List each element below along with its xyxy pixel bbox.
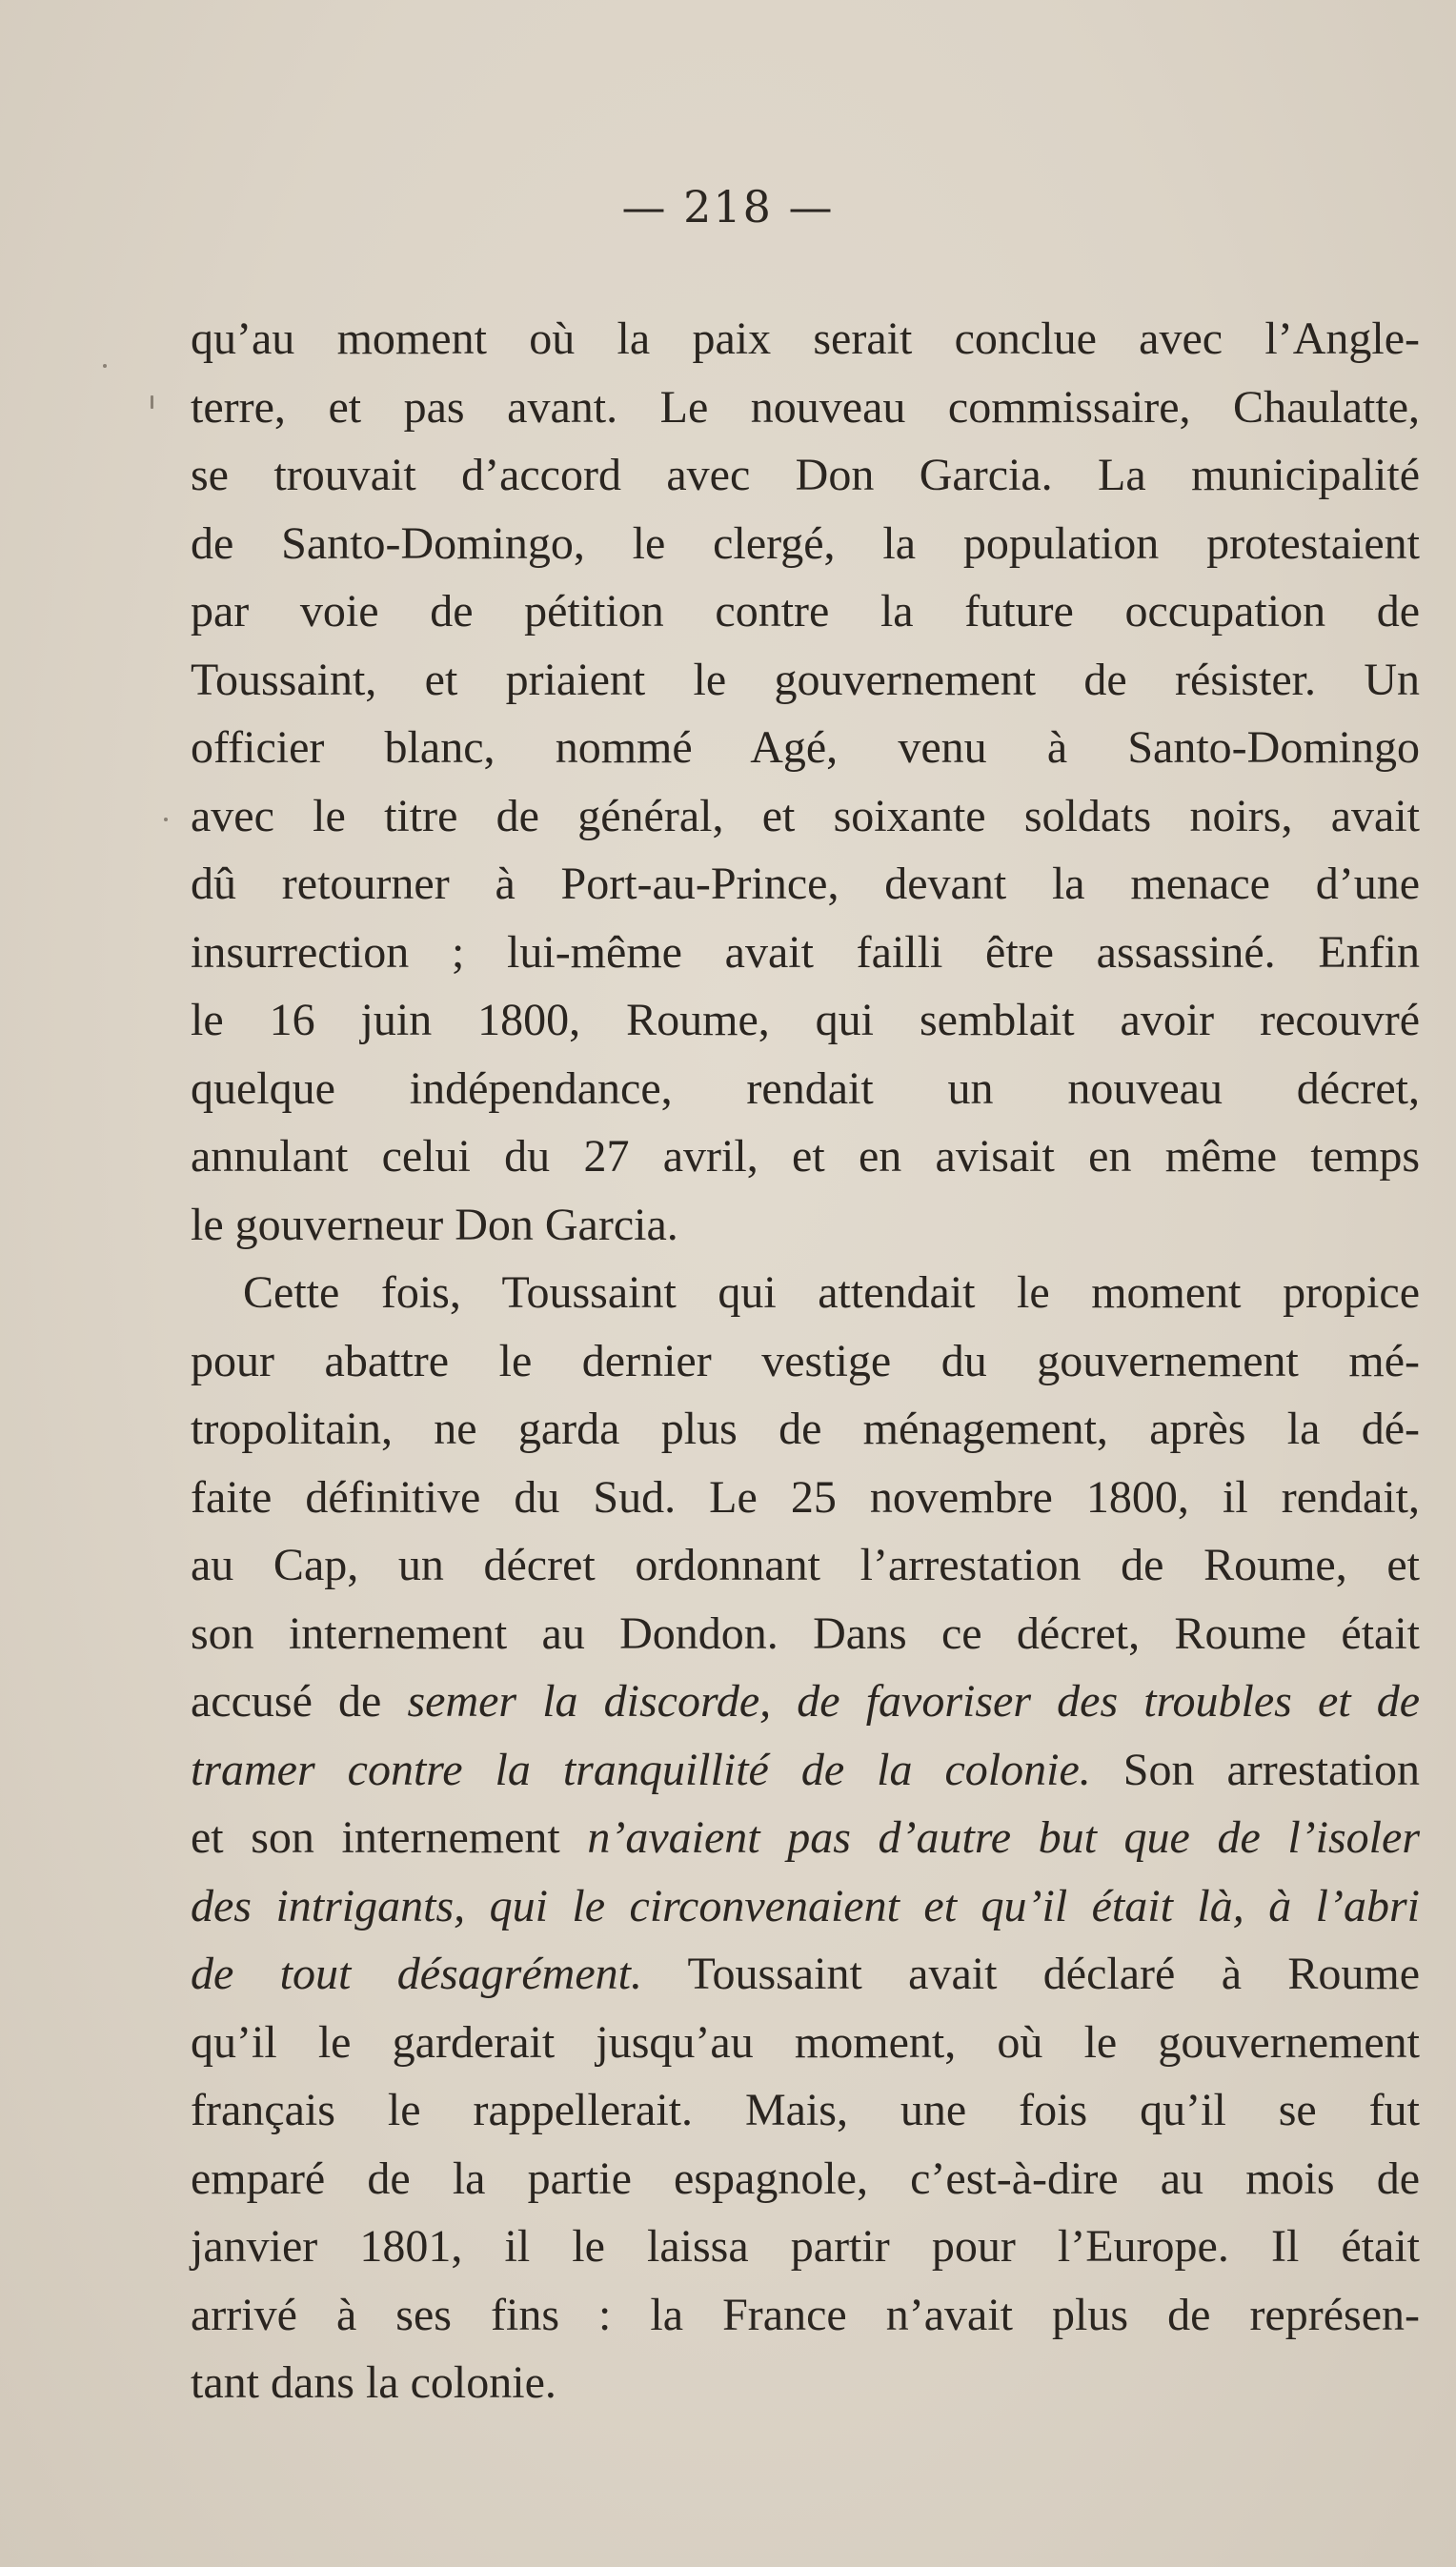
text-run: le gouverneur Don Garcia. <box>191 1199 678 1250</box>
text-run: Cette fois, Toussaint qui attendait le moment propice <box>243 1267 1420 1318</box>
text-line <box>191 1191 1420 1260</box>
text-line <box>191 441 1420 510</box>
paragraph-1 <box>191 305 1420 1259</box>
text-run: et son internement <box>191 1812 588 1863</box>
text-run: qu’au moment où la paix serait conclue avec l’Angle- <box>191 313 1420 364</box>
text-line <box>191 2349 1420 2417</box>
text-line <box>191 305 1420 374</box>
text-line <box>191 850 1420 919</box>
text-run: tant dans la colonie. <box>191 2357 556 2408</box>
text-run: quelque indépendance, rendait un nouveau décret, <box>191 1062 1420 1114</box>
italic-text: n’avaient pas d’autre but que de l’isoler <box>587 1812 1421 1863</box>
text-line <box>191 1464 1420 1532</box>
text-line <box>191 1872 1420 1941</box>
text-run: Toussaint avait déclaré à Roume <box>641 1949 1421 1999</box>
text-line <box>191 374 1420 442</box>
text-line <box>191 1122 1420 1191</box>
text-run: français le rappellerait. Mais, une fois qu’il se fut <box>191 2085 1420 2135</box>
page-number: — 218 — <box>621 181 835 232</box>
text-run: dû retourner à Port-au-Prince, devant la menace d’une <box>191 859 1420 909</box>
italic-text: tramer contre la tranquillité de la colonie. <box>191 1744 1091 1795</box>
text-line <box>191 782 1420 851</box>
text-line <box>191 1668 1420 1736</box>
text-run: janvier 1801, il le laissa partir pour l’Europe. Il était <box>191 2221 1420 2272</box>
text-run: accusé de <box>191 1676 408 1727</box>
text-run: arrivé à ses fins : la France n’avait plus de représen- <box>191 2289 1420 2340</box>
body-text <box>191 305 1420 2417</box>
ink-speck <box>164 818 168 821</box>
text-run: emparé de la partie espagnole, c’est-à-dire au mois de <box>191 2153 1420 2204</box>
text-line <box>191 1736 1420 1805</box>
text-run: insurrection ; lui-même avait failli être assassiné. Enfin <box>191 926 1420 978</box>
text-line <box>191 2213 1420 2281</box>
text-line <box>191 2145 1420 2213</box>
text-line <box>191 1327 1420 1396</box>
text-run: qu’il le garderait jusqu’au moment, où le gouvernement <box>191 2016 1420 2068</box>
text-run: officier blanc, nommé Agé, venu à Santo-Domingo <box>191 722 1420 773</box>
text-run: tropolitain, ne garda plus de ménagement, après la dé- <box>191 1404 1420 1454</box>
text-line <box>191 2281 1420 2350</box>
text-run: avec le titre de général, et soixante soldats noirs, avait <box>191 790 1420 841</box>
text-run: le 16 juin 1800, Roume, qui semblait avoir recouvré <box>191 995 1420 1045</box>
text-line <box>191 577 1420 646</box>
text-run: annulant celui du 27 avril, et en avisait en même temps <box>191 1131 1420 1182</box>
text-line <box>191 1395 1420 1464</box>
text-line <box>191 986 1420 1055</box>
text-line <box>191 1600 1420 1668</box>
text-line <box>191 1804 1420 1872</box>
text-line <box>191 1259 1420 1327</box>
text-run: de Santo-Domingo, le clergé, la population protestaient <box>191 517 1420 569</box>
text-line <box>191 1055 1420 1123</box>
italic-text: des intrigants, qui le circonvenaient et qu’il était là, à l’abri <box>191 1880 1420 1931</box>
ink-speck <box>151 395 153 409</box>
text-line <box>191 714 1420 782</box>
paragraph-2 <box>191 1259 1420 2417</box>
text-run: Toussaint, et priaient le gouvernement de résister. Un <box>191 654 1420 705</box>
text-run: par voie de pétition contre la future occupation de <box>191 586 1420 637</box>
text-run: son internement au Dondon. Dans ce décret, Roume était <box>191 1607 1420 1659</box>
text-run: Son arrestation <box>1090 1744 1421 1795</box>
text-line <box>191 2076 1420 2145</box>
text-run: se trouvait d’accord avec Don Garcia. La municipalité <box>191 450 1420 500</box>
text-run: au Cap, un décret ordonnant l’arrestation de Roume, et <box>191 1540 1420 1590</box>
text-line <box>191 646 1420 715</box>
text-line <box>191 1531 1420 1600</box>
text-run: terre, et pas avant. Le nouveau commissaire, Chaulatte, <box>191 381 1420 433</box>
text-line <box>191 510 1420 578</box>
text-line <box>191 1940 1420 2009</box>
italic-text: de tout désagrément. <box>191 1949 642 1999</box>
text-line <box>191 919 1420 987</box>
ink-speck <box>103 364 107 368</box>
text-run: pour abattre le dernier vestige du gouvernement mé- <box>191 1335 1420 1386</box>
italic-text: semer la discorde, de favoriser des troubles et de <box>407 1676 1421 1727</box>
text-line <box>191 2009 1420 2077</box>
text-run: faite définitive du Sud. Le 25 novembre 1800, il rendait, <box>191 1471 1420 1523</box>
